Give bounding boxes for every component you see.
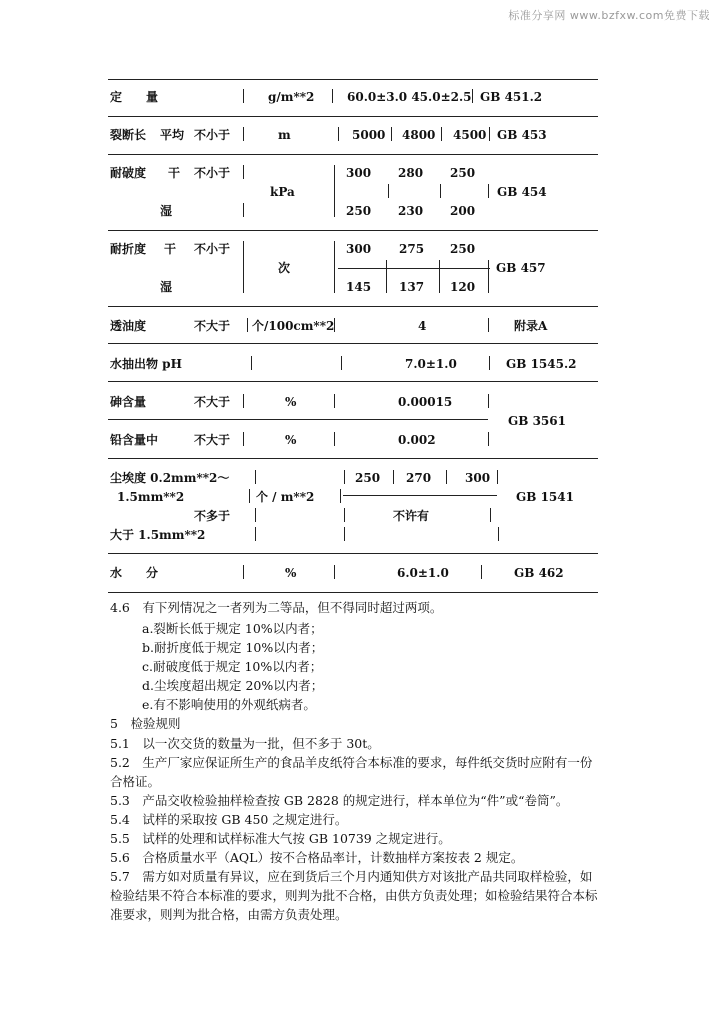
table-bar bbox=[243, 203, 244, 217]
table-rule bbox=[108, 230, 598, 231]
row-weight-unit: g/m**2 bbox=[268, 90, 315, 104]
row-burst-wet: 湿 bbox=[160, 204, 173, 218]
table-bar bbox=[388, 184, 389, 198]
clause-5-6: 5.6 合格质量水平（AQL）按不合格品率计，计数抽样方案按表 2 规定。 bbox=[110, 850, 524, 865]
clause-4-6-b: b.耐折度低于规定 10%以内者； bbox=[142, 640, 324, 655]
row-moisture-unit: % bbox=[285, 566, 297, 580]
table-bar bbox=[391, 127, 392, 141]
row-burst-qual: 不小于 bbox=[194, 166, 231, 180]
table-bar bbox=[490, 508, 491, 522]
table-bar bbox=[344, 470, 345, 484]
row-burst-name: 耐破度 bbox=[110, 166, 147, 180]
row-burst-wet-v2: 230 bbox=[398, 204, 424, 218]
row-moisture-value: 6.0±1.0 bbox=[397, 566, 449, 580]
row-burst-wet-v3: 200 bbox=[450, 204, 476, 218]
row-breaking-length-name: 裂断长 bbox=[110, 128, 147, 142]
table-rule bbox=[108, 343, 598, 344]
clause-5-2-line1: 5.2 生产厂家应保证所生产的食品羊皮纸符合本标准的要求，每件纸交货时应附有一份 bbox=[110, 755, 593, 770]
row-fold-wet-v1: 145 bbox=[346, 280, 372, 294]
table-rule bbox=[108, 154, 598, 155]
row-fold-wet: 湿 bbox=[160, 280, 173, 294]
table-bar bbox=[243, 565, 244, 579]
row-fold-qual: 不小于 bbox=[194, 242, 231, 256]
row-dirt-name-3: 大于 1.5mm**2 bbox=[110, 528, 206, 542]
table-bar bbox=[249, 489, 250, 503]
table-bar bbox=[441, 127, 442, 141]
table-bar bbox=[488, 260, 489, 293]
row-dirt-unit: 个 / m**2 bbox=[256, 490, 315, 504]
table-bar bbox=[472, 89, 473, 103]
table-bar bbox=[488, 318, 489, 332]
row-arsenic-name: 砷含量 bbox=[110, 395, 147, 409]
clause-5-7-line3: 准要求，则判为批合格，由需方负责处理。 bbox=[110, 907, 348, 922]
row-burst-dry-v1: 300 bbox=[346, 166, 372, 180]
section-5-heading: 5 检验规则 bbox=[110, 716, 181, 731]
row-breaking-length-sub: 平均 bbox=[160, 128, 185, 142]
table-rule bbox=[108, 458, 598, 459]
table-bar bbox=[497, 470, 498, 484]
clause-5-7-line2: 检验结果不符合本标准的要求，则判为批不合格，由供方负责处理；如检验结果符合本标 bbox=[110, 888, 598, 903]
table-bar bbox=[247, 318, 248, 332]
table-rule bbox=[108, 592, 598, 593]
row-breaking-length-unit: m bbox=[278, 128, 291, 142]
table-bar bbox=[340, 489, 341, 503]
clause-4-6: 4.6 有下列情况之一者列为二等品，但不得同时超过两项。 bbox=[110, 600, 443, 615]
row-oil-qual: 不大于 bbox=[194, 319, 231, 333]
table-bar bbox=[446, 470, 447, 484]
row-arsenic-unit: % bbox=[285, 395, 297, 409]
row-ph-value: 7.0±1.0 bbox=[405, 357, 457, 371]
table-bar bbox=[334, 432, 335, 446]
row-burst-dry: 干 bbox=[168, 166, 181, 180]
row-arsenic-qual: 不大于 bbox=[194, 395, 231, 409]
clause-4-6-c: c.耐破度低于规定 10%以内者； bbox=[142, 659, 323, 674]
table-bar bbox=[481, 565, 482, 579]
row-lead-qual: 不大于 bbox=[194, 433, 231, 447]
row-fold-dry: 干 bbox=[164, 242, 177, 256]
row-fold-method: GB 457 bbox=[496, 261, 546, 275]
clause-5-1: 5.1 以一次交货的数量为一批，但不多于 30t。 bbox=[110, 736, 380, 751]
table-bar bbox=[338, 127, 339, 141]
table-bar bbox=[489, 356, 490, 370]
row-dirt-name-2: 1.5mm**2 bbox=[117, 490, 185, 504]
table-bar bbox=[488, 394, 489, 408]
table-bar bbox=[488, 184, 489, 198]
table-bar bbox=[243, 89, 244, 103]
row-breaking-length-v3: 4500 bbox=[453, 128, 487, 142]
table-bar bbox=[393, 470, 394, 484]
row-dirt-method: GB 1541 bbox=[516, 490, 574, 504]
table-bar bbox=[243, 127, 244, 141]
table-bar bbox=[344, 527, 345, 541]
row-dirt-qual: 不多于 bbox=[194, 509, 231, 523]
row-metals-method: GB 3561 bbox=[508, 414, 566, 428]
clause-4-6-a: a.裂断长低于规定 10%以内者； bbox=[142, 621, 323, 636]
table-rule bbox=[343, 495, 497, 496]
table-bar bbox=[334, 165, 335, 217]
row-dirt-value2: 不许有 bbox=[393, 509, 430, 523]
table-rule bbox=[108, 553, 598, 554]
table-bar bbox=[243, 394, 244, 408]
row-breaking-length-v2: 4800 bbox=[402, 128, 436, 142]
row-burst-wet-v1: 250 bbox=[346, 204, 372, 218]
row-oil-method: 附录A bbox=[514, 319, 548, 333]
row-oil-unit: 个/100cm**2 bbox=[252, 319, 335, 333]
row-fold-wet-v3: 120 bbox=[450, 280, 476, 294]
table-rule bbox=[108, 79, 598, 80]
row-ph-name: 水抽出物 pH bbox=[110, 357, 182, 371]
table-rule bbox=[108, 419, 488, 420]
table-bar bbox=[489, 127, 490, 141]
table-rule bbox=[108, 306, 598, 307]
table-rule bbox=[108, 116, 598, 117]
row-fold-name: 耐折度 bbox=[110, 242, 147, 256]
row-fold-dry-v1: 300 bbox=[346, 242, 372, 256]
table-bar bbox=[344, 508, 345, 522]
table-bar bbox=[243, 241, 244, 293]
site-watermark: 标准分享网 www.bzfxw.com免费下载 bbox=[508, 9, 710, 22]
row-weight-method: GB 451.2 bbox=[480, 90, 543, 104]
row-dirt-v1: 250 bbox=[355, 471, 381, 485]
table-bar bbox=[334, 394, 335, 408]
table-rule bbox=[338, 268, 490, 269]
row-lead-unit: % bbox=[285, 433, 297, 447]
table-bar bbox=[243, 165, 244, 179]
table-bar bbox=[440, 184, 441, 198]
row-burst-method: GB 454 bbox=[497, 185, 547, 199]
clause-5-3: 5.3 产品交收检验抽样检查按 GB 2828 的规定进行，样本单位为“件”或“卷筒”。 bbox=[110, 793, 569, 808]
row-breaking-length-method: GB 453 bbox=[497, 128, 547, 142]
row-dirt-v3: 300 bbox=[465, 471, 491, 485]
row-burst-unit: kPa bbox=[270, 185, 295, 199]
row-breaking-length-v1: 5000 bbox=[352, 128, 386, 142]
row-lead-value: 0.002 bbox=[398, 433, 436, 447]
row-moisture-method: GB 462 bbox=[514, 566, 564, 580]
row-burst-dry-v2: 280 bbox=[398, 166, 424, 180]
table-bar bbox=[386, 260, 387, 293]
table-bar bbox=[255, 508, 256, 522]
row-oil-value: 4 bbox=[418, 319, 427, 333]
table-bar bbox=[243, 432, 244, 446]
clause-5-4: 5.4 试样的采取按 GB 450 之规定进行。 bbox=[110, 812, 348, 827]
row-dirt-name-1: 尘埃度 0.2mm**2～ bbox=[110, 471, 230, 485]
row-breaking-length-qual: 不小于 bbox=[194, 128, 231, 142]
table-bar bbox=[498, 527, 499, 541]
row-burst-dry-v3: 250 bbox=[450, 166, 476, 180]
table-rule bbox=[108, 381, 598, 382]
table-bar bbox=[251, 356, 252, 370]
row-oil-name: 透油度 bbox=[110, 319, 147, 333]
table-bar bbox=[341, 356, 342, 370]
row-fold-wet-v2: 137 bbox=[399, 280, 425, 294]
row-dirt-v2: 270 bbox=[406, 471, 432, 485]
table-bar bbox=[255, 527, 256, 541]
row-lead-name: 铅含量中 bbox=[110, 433, 159, 447]
row-fold-dry-v2: 275 bbox=[399, 242, 425, 256]
row-weight-name: 定 量 bbox=[110, 90, 159, 104]
row-weight-value: 60.0±3.0 45.0±2.5 bbox=[347, 90, 472, 104]
table-bar bbox=[332, 89, 333, 103]
row-fold-dry-v3: 250 bbox=[450, 242, 476, 256]
row-ph-method: GB 1545.2 bbox=[506, 357, 577, 371]
clause-4-6-d: d.尘埃度超出规定 20%以内者； bbox=[142, 678, 324, 693]
row-fold-unit: 次 bbox=[278, 261, 291, 275]
table-bar bbox=[439, 260, 440, 293]
row-arsenic-value: 0.00015 bbox=[398, 395, 453, 409]
clause-5-2-line2: 合格证。 bbox=[110, 774, 161, 789]
table-bar bbox=[255, 470, 256, 484]
clause-5-7-line1: 5.7 需方如对质量有异议，应在到货后三个月内通知供方对该批产品共同取样检验，如 bbox=[110, 869, 593, 884]
table-bar bbox=[334, 565, 335, 579]
row-moisture-name: 水 分 bbox=[110, 566, 159, 580]
clause-5-5: 5.5 试样的处理和试样标准大气按 GB 10739 之规定进行。 bbox=[110, 831, 451, 846]
table-bar bbox=[488, 432, 489, 446]
clause-4-6-e: e.有不影响使用的外观纸病者。 bbox=[142, 697, 316, 712]
table-bar bbox=[334, 241, 335, 293]
